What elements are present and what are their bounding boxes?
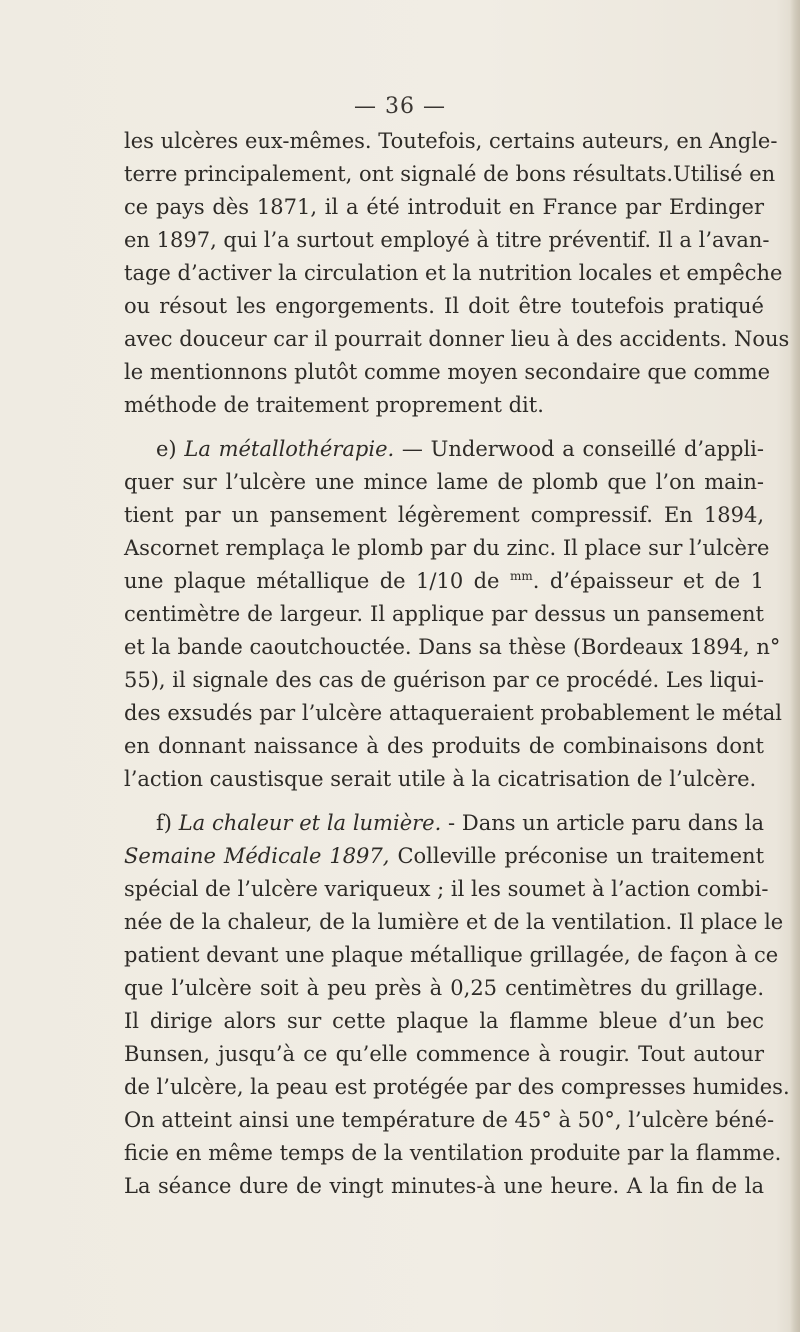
text-fragment: - Dans un article paru dans la xyxy=(448,811,764,835)
section-title: La métallothérapie. xyxy=(184,437,395,461)
text-line: l’action caustisque serait utile à la cicatrisation de l’ulcère. xyxy=(124,767,757,791)
paragraph xyxy=(124,433,783,796)
section-title: La chaleur et la lumière. xyxy=(178,811,442,835)
text-line: en donnant naissance à des produits de combinaisons dont xyxy=(124,734,764,758)
text-line xyxy=(124,840,764,873)
text-line: des exsudés par l’ulcère attaqueraient probablement le métal xyxy=(124,701,783,725)
text-line: ce pays dès 1871, il a été introduit en France par Erdinger xyxy=(124,195,764,219)
text-line: quer sur l’ulcère une mince lame de plomb que l’on main- xyxy=(124,470,764,494)
paragraph xyxy=(124,807,790,1203)
text-line: avec douceur car il pourrait donner lieu à des accidents. Nous xyxy=(124,327,790,351)
text-line: patient devant une plaque métallique grillagée, de façon à ce xyxy=(124,943,779,967)
text-line: On atteint ainsi une température de 45° à 50°, l’ulcère béné- xyxy=(124,1108,775,1132)
body-text xyxy=(124,125,790,1203)
paragraph-gap xyxy=(124,422,764,433)
text-line: en 1897, qui l’a surtout employé à titre préventif. Il a l’avan- xyxy=(124,228,770,252)
text-line: méthode de traitement proprement dit. xyxy=(124,393,544,417)
text-line: le mentionnons plutôt comme moyen secondaire que comme xyxy=(124,360,771,384)
text-line xyxy=(124,433,764,466)
paragraph-gap xyxy=(124,796,764,807)
unit-superscript: mm xyxy=(509,569,533,583)
text-line xyxy=(124,565,764,598)
page-edge-shadow xyxy=(790,0,800,1332)
page-number: — 36 — xyxy=(354,94,446,119)
section-label: e) xyxy=(156,437,177,461)
text-fragment: — Underwood a conseillé d’appli- xyxy=(401,437,764,461)
text-fragment: une plaque métallique de 1/10 de xyxy=(124,569,500,593)
text-line: Ascornet remplaça le plomb par du zinc. Il place sur l’ulcère xyxy=(124,536,770,560)
journal-title: Semaine Médicale 1897, xyxy=(124,844,390,868)
text-line: Bunsen, jusqu’à ce qu’elle commence à rougir. Tout autour xyxy=(124,1042,764,1066)
text-line: centimètre de largeur. Il applique par dessus un pansement xyxy=(124,602,764,626)
text-line: née de la chaleur, de la lumière et de la ventilation. Il place le xyxy=(124,910,784,934)
text-line: ou résout les engorgements. Il doit être toutefois pratiqué xyxy=(124,294,764,318)
text-line: terre principalement, ont signalé de bons résultats.Utilisé en xyxy=(124,162,776,186)
text-line xyxy=(124,807,764,840)
text-line: et la bande caoutchouctée. Dans sa thèse (Bordeaux 1894, n° xyxy=(124,635,781,659)
paragraph xyxy=(124,125,790,422)
text-line: 55), il signale des cas de guérison par ce procédé. Les liqui- xyxy=(124,668,764,692)
text-line: tient par un pansement légèrement compressif. En 1894, xyxy=(124,503,764,527)
text-fragment: Colleville préconise un traitement xyxy=(397,844,765,868)
text-line: Il dirige alors sur cette plaque la flamme bleue d’un bec xyxy=(124,1009,764,1033)
text-line: ficie en même temps de la ventilation produite par la flamme. xyxy=(124,1141,782,1165)
text-line: spécial de l’ulcère variqueux ; il les soumet à l’action combi- xyxy=(124,877,769,901)
text-line: tage d’activer la circulation et la nutrition locales et empêche xyxy=(124,261,783,285)
section-label: f) xyxy=(156,811,172,835)
text-line: les ulcères eux-mêmes. Toutefois, certains auteurs, en Angle- xyxy=(124,129,778,153)
text-line: de l’ulcère, la peau est protégée par des compresses humides. xyxy=(124,1075,790,1099)
text-line: que l’ulcère soit à peu près à 0,25 centimètres du grillage. xyxy=(124,976,764,1000)
text-fragment: . d’épaisseur et de 1 xyxy=(532,569,764,593)
text-line: La séance dure de vingt minutes-à une heure. A la fin de la xyxy=(124,1174,764,1198)
